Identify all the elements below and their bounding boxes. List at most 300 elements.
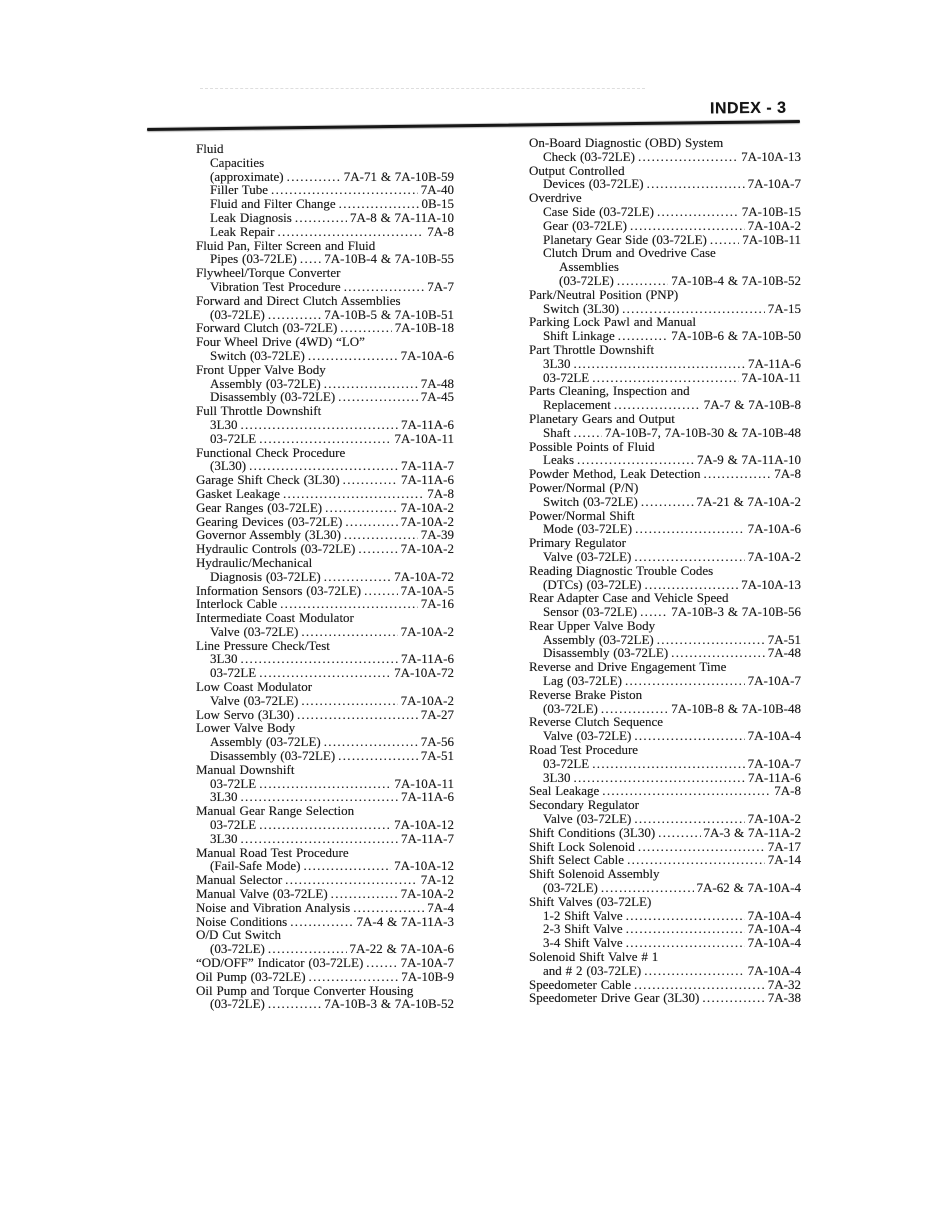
entry-label: Road Test Procedure [529, 742, 639, 758]
index-entry [196, 584, 454, 598]
index-entry [196, 363, 454, 377]
dot-leader [634, 978, 765, 992]
index-entry [196, 611, 454, 625]
entry-page-ref: 7A-10A-2 [400, 886, 454, 902]
entry-label: Fluid and Filter Change [210, 196, 336, 212]
entry-page-ref: 7A-71 & 7A-10B-59 [343, 168, 454, 184]
index-entry [196, 321, 454, 335]
entry-page-ref: 7A-10B-4 & 7A-10B-52 [671, 272, 801, 288]
entry-page-ref: 7A-10B-8 & 7A-10B-48 [671, 700, 801, 716]
entry-page-ref: 7A-62 & 7A-10A-4 [696, 880, 801, 896]
index-entry [529, 150, 801, 164]
index-entry [196, 211, 454, 225]
index-entry [196, 749, 454, 763]
dot-leader [268, 997, 321, 1011]
dot-leader [644, 578, 738, 592]
dot-leader [300, 252, 321, 266]
entry-page-ref: 7A-8 [427, 485, 454, 501]
entry-label: Assembly (03-72LE) [210, 734, 321, 750]
index-entry [196, 928, 454, 942]
entry-label: 03-72LE [543, 755, 590, 771]
dot-leader [309, 970, 399, 984]
index-entry [196, 804, 454, 818]
scan-noise-artifact [200, 88, 645, 89]
entry-label: Leaks [543, 452, 575, 468]
entry-label: Reading Diagnostic Trouble Codes [529, 562, 714, 578]
dot-leader [638, 150, 738, 164]
entry-label: “OD/OFF” Indicator (03-72LE) [196, 955, 364, 971]
entry-label: Planetary Gears and Output [529, 410, 675, 426]
entry-page-ref: 7A-10A-7 [747, 755, 801, 771]
dot-leader [285, 873, 418, 887]
index-entry [529, 440, 801, 454]
entry-label: (03-72LE) [210, 941, 265, 957]
entry-page-ref: 0B-15 [421, 196, 454, 212]
index-entry [196, 266, 454, 280]
index-entry [196, 818, 454, 832]
entry-page-ref: 7A-51 [767, 631, 801, 647]
entry-label: Capacities [210, 154, 265, 170]
entry-label: Oil Pump and Torque Converter Housing [196, 982, 414, 998]
entry-page-ref: 7A-51 [420, 748, 454, 764]
index-entry [529, 853, 801, 867]
entry-page-ref: 7A-10A-12 [394, 858, 454, 874]
entry-page-ref: 7A-10A-2 [400, 541, 454, 557]
index-entry [196, 556, 454, 570]
dot-leader [268, 308, 321, 322]
dot-leader [340, 321, 392, 335]
entry-label: Switch (3L30) [543, 300, 620, 316]
entry-label: Noise Conditions [196, 913, 288, 929]
dot-leader [338, 390, 418, 404]
index-entry [529, 315, 801, 329]
entry-page-ref: 7A-3 & 7A-11A-2 [703, 824, 801, 840]
entry-label: (03-72LE) [543, 880, 598, 896]
entry-page-ref: 7A-10A-2 [400, 623, 454, 639]
entry-label: Shift Lock Solenoid [529, 838, 635, 854]
index-entry [529, 881, 801, 895]
entry-label: (03-72LE) [559, 272, 614, 288]
dot-leader [626, 909, 745, 923]
index-entry [196, 942, 454, 956]
dot-leader [635, 522, 745, 536]
dot-leader [344, 280, 425, 294]
entry-label: Replacement [543, 397, 611, 413]
entry-page-ref: 7A-10A-4 [747, 921, 801, 937]
entry-label: Sensor (03-72LE) [543, 604, 638, 620]
index-entry [196, 501, 454, 515]
header-rule [147, 120, 800, 131]
entry-page-ref: 7A-10A-11 [394, 430, 454, 446]
index-entry [529, 219, 801, 233]
index-entry [529, 384, 801, 398]
entry-page-ref: 7A-10A-4 [747, 728, 801, 744]
entry-label: Disassembly (03-72LE) [210, 748, 336, 764]
entry-page-ref: 7A-11A-6 [401, 789, 454, 805]
index-entry [196, 625, 454, 639]
entry-label: Low Coast Modulator [196, 679, 313, 695]
dot-leader [573, 426, 601, 440]
entry-label: Rear Upper Valve Body [529, 617, 656, 633]
index-entry [529, 688, 801, 702]
index-entry [196, 542, 454, 556]
entry-label: Devices (03-72LE) [543, 176, 644, 192]
dot-leader [647, 177, 745, 191]
dot-leader [630, 219, 745, 233]
index-entry [196, 142, 454, 156]
entry-label: Power/Normal (P/N) [529, 479, 639, 495]
entry-label: O/D Cut Switch [196, 927, 281, 943]
dot-leader [703, 467, 771, 481]
index-entry [529, 288, 801, 302]
index-entry [529, 646, 801, 660]
entry-page-ref: 7A-10A-11 [394, 775, 454, 791]
entry-page-ref: 7A-39 [420, 527, 454, 543]
entry-page-ref: 7A-14 [767, 852, 801, 868]
entry-label: Reverse Brake Piston [529, 686, 643, 702]
entry-label: Lower Valve Body [196, 720, 296, 736]
index-entry [196, 528, 454, 542]
entry-label: Flywheel/Torque Converter [196, 265, 341, 281]
entry-page-ref: 7A-12 [420, 872, 454, 888]
dot-leader [301, 694, 397, 708]
dot-leader [671, 646, 765, 660]
dot-leader [259, 818, 391, 832]
index-entry [196, 446, 454, 460]
index-entry [529, 784, 801, 798]
index-entry [529, 412, 801, 426]
entry-label: Lag (03-72LE) [543, 673, 622, 689]
entry-page-ref: 7A-32 [767, 976, 801, 992]
dot-leader [626, 922, 745, 936]
entry-label: and # 2 (03-72LE) [543, 962, 642, 978]
entry-label: Hydraulic/Mechanical [196, 554, 313, 570]
entry-label: Speedometer Drive Gear (3L30) [529, 990, 700, 1006]
entry-page-ref: 7A-10A-2 [400, 499, 454, 515]
index-entry [196, 473, 454, 487]
entry-page-ref: 7A-10B-18 [394, 320, 454, 336]
index-entry [529, 909, 801, 923]
entry-page-ref: 7A-10B-9 [401, 968, 454, 984]
index-entry [529, 591, 801, 605]
index-entry [529, 798, 801, 812]
entry-label: Pipes (03-72LE) [210, 251, 297, 267]
index-entry [196, 570, 454, 584]
entry-page-ref: 7A-10B-3 & 7A-10B-56 [671, 604, 801, 620]
entry-page-ref: 7A-48 [420, 375, 454, 391]
index-entry [196, 377, 454, 391]
entry-label: Low Servo (3L30) [196, 706, 294, 722]
index-entry [529, 619, 801, 633]
index-entry [196, 418, 454, 432]
index-entry [196, 459, 454, 473]
index-entry [196, 639, 454, 653]
dot-leader [259, 777, 391, 791]
dot-leader [364, 584, 397, 598]
dot-leader [277, 225, 424, 239]
entry-label: Diagnosis (03-72LE) [210, 568, 321, 584]
entry-label: Reverse and Drive Engagement Time [529, 659, 727, 675]
index-entry [196, 680, 454, 694]
index-entry [196, 239, 454, 253]
entry-label: Part Throttle Downshift [529, 341, 655, 357]
entry-page-ref: 7A-11A-6 [401, 651, 454, 667]
dot-leader [702, 991, 764, 1005]
index-entry [529, 605, 801, 619]
dot-leader [268, 942, 347, 956]
index-entry [196, 390, 454, 404]
index-entry [196, 252, 454, 266]
entry-label: Assemblies [559, 259, 619, 275]
entry-label: Vibration Test Procedure [210, 278, 341, 294]
entry-page-ref: 7A-11A-6 [748, 769, 801, 785]
index-entry [529, 509, 801, 523]
dot-leader [592, 757, 744, 771]
entry-page-ref: 7A-45 [420, 389, 454, 405]
entry-label: Possible Points of Fluid [529, 438, 655, 454]
index-column-left [196, 142, 454, 1011]
entry-label: Check (03-72LE) [543, 148, 635, 164]
dot-leader [657, 633, 765, 647]
dot-leader [353, 901, 424, 915]
entry-label: 03-72LE [210, 817, 257, 833]
dot-leader [617, 274, 668, 288]
dot-leader [249, 459, 398, 473]
dot-leader [626, 936, 745, 950]
index-entry [529, 660, 801, 674]
entry-label: Interlock Cable [196, 596, 278, 612]
index-entry [529, 729, 801, 743]
dot-leader [634, 729, 744, 743]
entry-label: Manual Gear Range Selection [196, 803, 355, 819]
entry-label: Valve (03-72LE) [543, 548, 632, 564]
dot-leader [343, 473, 398, 487]
page-number-header: INDEX - 3 [709, 99, 787, 118]
entry-label: Shift Solenoid Assembly [529, 866, 660, 882]
entry-label: Manual Selector [196, 872, 283, 888]
index-entry [196, 170, 454, 184]
entry-label: 3L30 [543, 355, 571, 371]
entry-label: 03-72LE [210, 775, 257, 791]
index-entry [529, 205, 801, 219]
index-entry [529, 191, 801, 205]
dot-leader [366, 956, 397, 970]
entry-label: Functional Check Procedure [196, 444, 346, 460]
dot-leader [358, 542, 397, 556]
index-entry [529, 757, 801, 771]
entry-page-ref: 7A-4 [427, 899, 454, 915]
entry-label: 3-4 Shift Valve [543, 935, 623, 951]
entry-page-ref: 7A-11A-6 [748, 355, 801, 371]
entry-label: (3L30) [210, 458, 247, 474]
dot-leader [641, 495, 694, 509]
entry-label: Gearing Devices (03-72LE) [196, 513, 343, 529]
entry-label: Intermediate Coast Modulator [196, 610, 354, 626]
entry-page-ref: 7A-40 [420, 182, 454, 198]
entry-label: Gasket Leakage [196, 485, 280, 501]
dot-leader [240, 832, 398, 846]
entry-page-ref: 7A-10A-7 [400, 955, 454, 971]
index-entry [529, 426, 801, 440]
entry-label: Fluid Pan, Filter Screen and Fluid [196, 237, 376, 253]
index-entry [529, 274, 801, 288]
entry-label: (03-72LE) [543, 700, 598, 716]
dot-leader [573, 771, 745, 785]
entry-page-ref: 7A-10B-3 & 7A-10B-52 [324, 996, 454, 1012]
index-entry [529, 177, 801, 191]
entry-label: Primary Regulator [529, 535, 626, 551]
entry-label: Seal Leakage [529, 783, 600, 799]
dot-leader [331, 887, 398, 901]
entry-label: 03-72LE [210, 665, 257, 681]
dot-leader [602, 784, 771, 798]
index-entry [529, 260, 801, 274]
index-entry [529, 371, 801, 385]
index-entry [196, 432, 454, 446]
index-entry [529, 233, 801, 247]
index-entry [529, 536, 801, 550]
entry-page-ref: 7A-10A-72 [394, 568, 454, 584]
entry-label: Switch (03-72LE) [543, 493, 638, 509]
dot-leader [339, 197, 419, 211]
index-entry [529, 771, 801, 785]
dot-leader [627, 853, 765, 867]
entry-page-ref: 7A-10A-4 [747, 907, 801, 923]
index-entry [529, 357, 801, 371]
entry-label: Governor Assembly (3L30) [196, 527, 341, 543]
entry-label: 3L30 [210, 651, 238, 667]
entry-page-ref: 7A-10A-2 [400, 692, 454, 708]
entry-page-ref: 7A-10A-7 [747, 176, 801, 192]
index-entry [529, 978, 801, 992]
entry-page-ref: 7A-10A-11 [741, 369, 801, 385]
dot-leader [618, 329, 669, 343]
entry-page-ref: 7A-48 [767, 645, 801, 661]
dot-leader [573, 357, 745, 371]
index-entry [196, 487, 454, 501]
index-entry [529, 895, 801, 909]
dot-leader [280, 597, 418, 611]
index-entry [529, 922, 801, 936]
entry-page-ref: 7A-10A-2 [400, 513, 454, 529]
index-entry [529, 633, 801, 647]
entry-label: Clutch Drum and Ovedrive Case [543, 245, 716, 261]
index-entry [196, 280, 454, 294]
index-entry [196, 666, 454, 680]
dot-leader [601, 702, 668, 716]
index-entry [196, 335, 454, 349]
dot-leader [710, 233, 739, 247]
entry-page-ref: 7A-10A-13 [741, 148, 801, 164]
index-entry [529, 743, 801, 757]
dot-leader [601, 881, 694, 895]
index-entry [196, 197, 454, 211]
entry-label: 1-2 Shift Valve [543, 907, 623, 923]
entry-label: Gear Ranges (03-72LE) [196, 499, 323, 515]
entry-label: Parking Lock Pawl and Manual [529, 314, 697, 330]
index-entry [529, 702, 801, 716]
entry-label: Forward and Direct Clutch Assemblies [196, 292, 401, 308]
entry-label: Parts Cleaning, Inspection and [529, 383, 690, 399]
entry-label: 3L30 [210, 416, 238, 432]
index-entry [196, 846, 454, 860]
index-entry [529, 550, 801, 564]
index-entry [529, 867, 801, 881]
entry-page-ref: 7A-10A-2 [747, 811, 801, 827]
entry-label: Speedometer Cable [529, 976, 632, 992]
entry-label: Switch (03-72LE) [210, 347, 305, 363]
index-column-right [529, 136, 801, 1005]
dot-leader [324, 570, 391, 584]
index-entry [529, 950, 801, 964]
dot-leader [592, 371, 738, 385]
entry-label: On-Board Diagnostic (OBD) System [529, 135, 724, 150]
entry-page-ref: 7A-10A-7 [747, 673, 801, 689]
entry-page-ref: 7A-10A-5 [400, 582, 454, 598]
entry-page-ref: 7A-22 & 7A-10A-6 [349, 941, 454, 957]
entry-page-ref: 7A-11A-6 [401, 472, 454, 488]
index-entry [529, 495, 801, 509]
entry-label: 3L30 [210, 789, 238, 805]
entry-label: (DTCs) (03-72LE) [543, 576, 642, 592]
index-entry [529, 246, 801, 260]
entry-page-ref: 7A-7 & 7A-10B-8 [703, 397, 801, 413]
entry-page-ref: 7A-10B-15 [741, 203, 801, 219]
entry-label: Shift Linkage [543, 328, 615, 344]
entry-label: Hydraulic Controls (03-72LE) [196, 541, 356, 557]
index-entry [196, 515, 454, 529]
entry-label: 2-3 Shift Valve [543, 921, 623, 937]
index-entry [529, 674, 801, 688]
index-entry [529, 398, 801, 412]
index-entry [196, 832, 454, 846]
dot-leader [344, 528, 418, 542]
index-entry [529, 964, 801, 978]
entry-page-ref: 7A-8 & 7A-11A-10 [350, 209, 454, 225]
entry-label: (03-72LE) [210, 306, 265, 322]
index-entry [196, 915, 454, 929]
index-entry [196, 873, 454, 887]
entry-label: Manual Downshift [196, 761, 295, 777]
index-entry [196, 597, 454, 611]
entry-label: Solenoid Shift Valve # 1 [529, 949, 659, 965]
index-entry [196, 984, 454, 998]
entry-page-ref: 7A-21 & 7A-10A-2 [696, 493, 801, 509]
entry-page-ref: 7A-10B-7, 7A-10B-30 & 7A-10B-48 [604, 424, 801, 440]
index-entry [196, 887, 454, 901]
dot-leader [287, 170, 341, 184]
index-entry [196, 721, 454, 735]
entry-label: Gear (03-72LE) [543, 217, 627, 233]
entry-page-ref: 7A-11A-7 [401, 458, 454, 474]
entry-page-ref: 7A-10A-6 [747, 521, 801, 537]
entry-page-ref: 7A-8 [774, 783, 801, 799]
dot-leader [324, 377, 418, 391]
entry-page-ref: 7A-10A-4 [747, 962, 801, 978]
dot-leader [259, 432, 391, 446]
entry-page-ref: 7A-10B-6 & 7A-10B-50 [671, 328, 801, 344]
dot-leader [240, 790, 398, 804]
entry-label: Assembly (03-72LE) [210, 375, 321, 391]
entry-label: Valve (03-72LE) [210, 692, 299, 708]
entry-label: Oil Pump (03-72LE) [196, 968, 306, 984]
entry-label: 3L30 [210, 830, 238, 846]
index-entry [529, 578, 801, 592]
dot-leader [271, 183, 418, 197]
dot-leader [308, 349, 398, 363]
entry-label: Four Wheel Drive (4WD) “LO” [196, 334, 365, 350]
entry-page-ref: 7A-4 & 7A-11A-3 [356, 913, 454, 929]
